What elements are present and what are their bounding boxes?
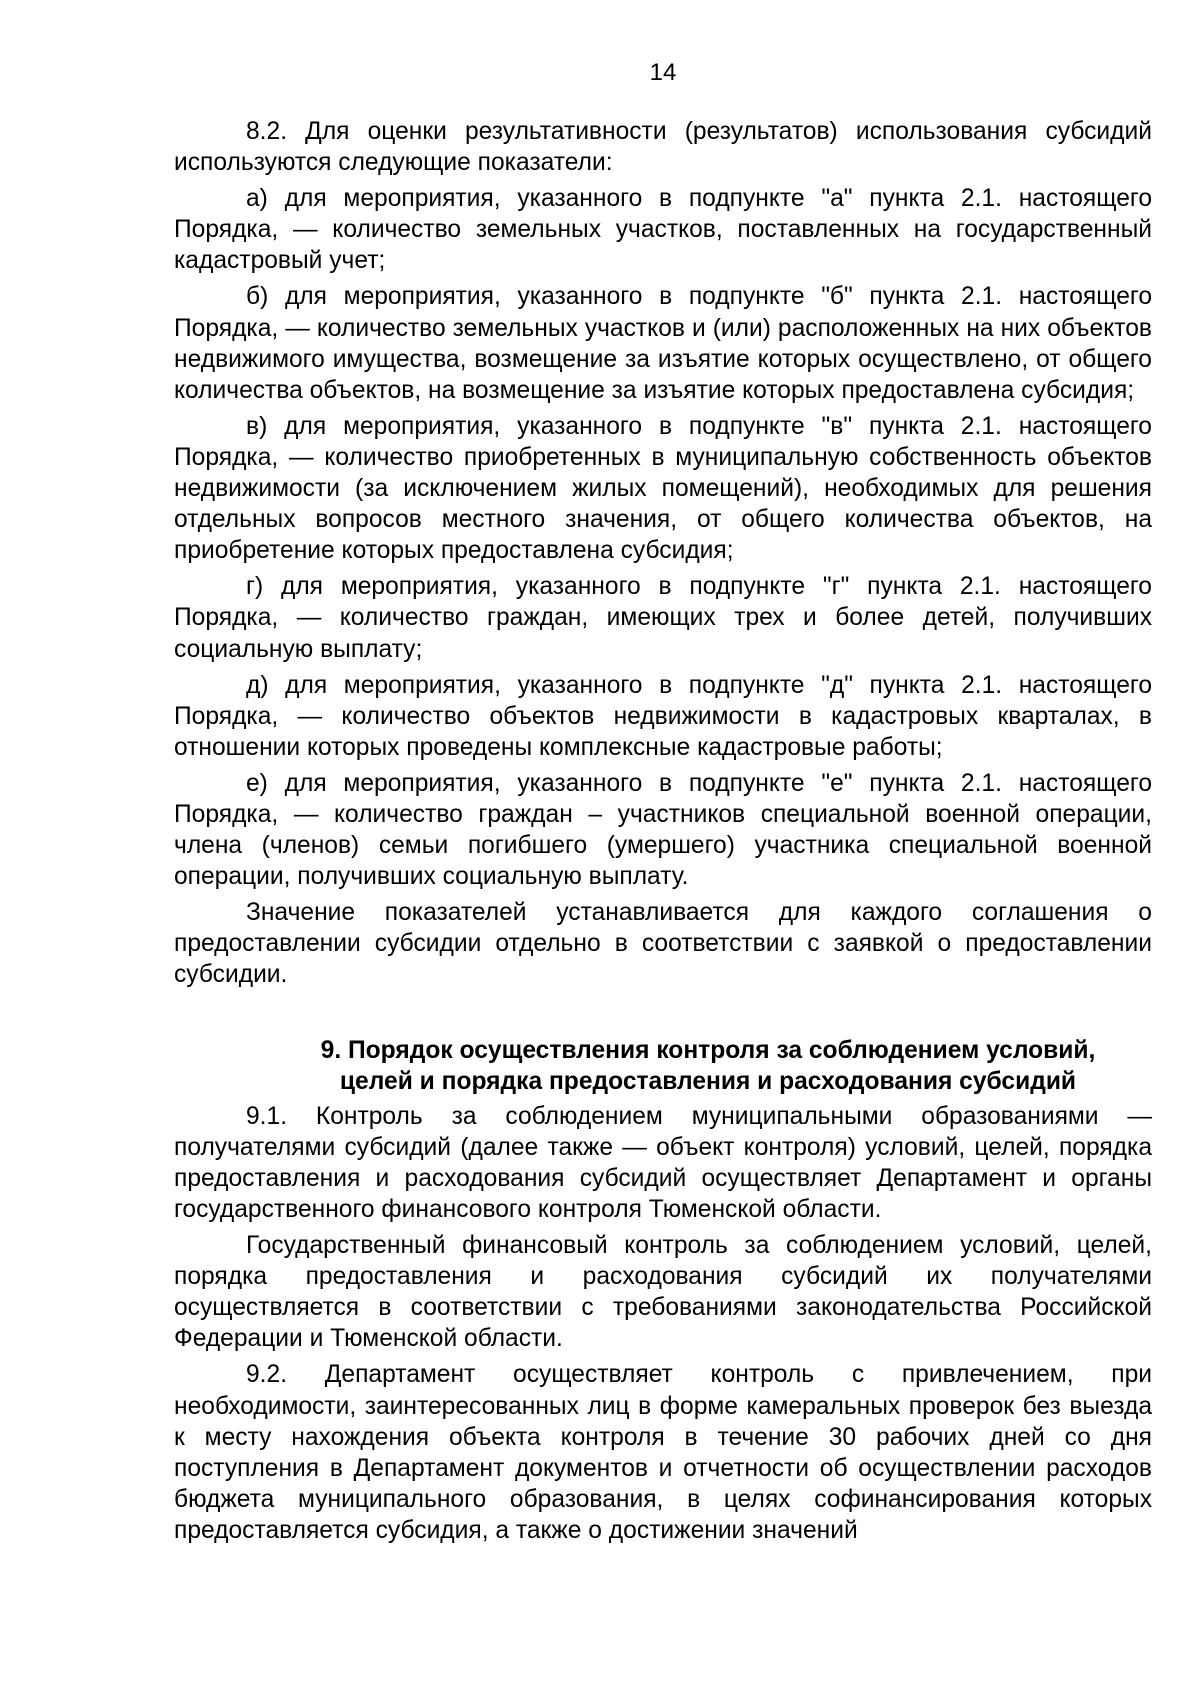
document-body — [174, 116, 1152, 1551]
section-9-heading-line-1: 9. Порядок осуществления контроля за соблюдением условий, — [320, 1036, 1096, 1064]
paragraph-8-2-v: в) для мероприятия, указанного в подпункте "в" пункта 2.1. настоящего Порядка, — количество приобретенных в муниципальную собственность объектов недвижимости (за исключением жилых помещений), необходимых для решения отдельных вопросов местного значения, от общего количества объектов, на приобретение которых предоставлена субсидия; — [174, 412, 1152, 565]
paragraph-9-2: 9.2. Департамент осуществляет контроль с привлечением, при необходимости, заинтересованных лиц в форме камеральных проверок без выезда к месту нахождения объекта контроля в течение 30 рабочих дней со дня поступления в Департамент документов и отчетности об осуществлении расходов бюджета муниципального образования, в целях софинансирования которых предоставляется субсидия, а также о достижении значений — [174, 1361, 1152, 1544]
paragraph-8-2-g: г) для мероприятия, указанного в подпункте "г" пункта 2.1. настоящего Порядка, — количество граждан, имеющих трех и более детей, получивших социальную выплату; — [174, 573, 1152, 663]
section-9-heading — [174, 1035, 1152, 1097]
paragraph-state-financial-control: Государственный финансовый контроль за соблюдением условий, целей, порядка предоставления и расходования субсидий их получателями осуществляется в соответствии с требованиями законодательства Российской Федерации и Тюменской области. — [174, 1232, 1152, 1353]
paragraph-9-1: 9.1. Контроль за соблюдением муниципальными образованиями — получателями субсидий (далее также — объект контроля) условий, целей, порядка предоставления и расходования субсидий осуществляет Департамент и органы государственного финансового контроля Тюменской области. — [174, 1102, 1152, 1223]
paragraph-8-2-b: б) для мероприятия, указанного в подпункте "б" пункта 2.1. настоящего Порядка, — количество земельных участков и (или) расположенных на них объектов недвижимого имущества, возмещение за изъятие которых осуществлено, от общего количества объектов, на возмещение за изъятие которых предоставлена субсидия; — [174, 283, 1152, 404]
paragraph-8-2-e: е) для мероприятия, указанного в подпункте "е" пункта 2.1. настоящего Порядка, — количество граждан – участников специальной военной операции, члена (членов) семьи погибшего (умершего) участника специальной военной операции, получивших социальную выплату. — [174, 769, 1152, 891]
section-9-heading-line-2: целей и порядка предоставления и расходования субсидий — [339, 1067, 1077, 1095]
paragraph-indicator-values: Значение показателей устанавливается для каждого соглашения о предоставлении субсидии отдельно в соответствии с заявкой о предоставлении субсидии. — [174, 899, 1152, 989]
paragraph-8-2-a: а) для мероприятия, указанного в подпункте "а" пункта 2.1. настоящего Порядка, — количество земельных участков, поставленных на государственный кадастровый учет; — [174, 185, 1152, 275]
paragraph-8-2: 8.2. Для оценки результативности (результатов) использования субсидий используются следующие показатели: — [174, 118, 1152, 177]
paragraph-8-2-d: д) для мероприятия, указанного в подпункте "д" пункта 2.1. настоящего Порядка, — количество объектов недвижимости в кадастровых кварталах, в отношении которых проведены комплексные кадастровые работы; — [174, 671, 1152, 761]
page-number: 14 — [649, 59, 677, 86]
